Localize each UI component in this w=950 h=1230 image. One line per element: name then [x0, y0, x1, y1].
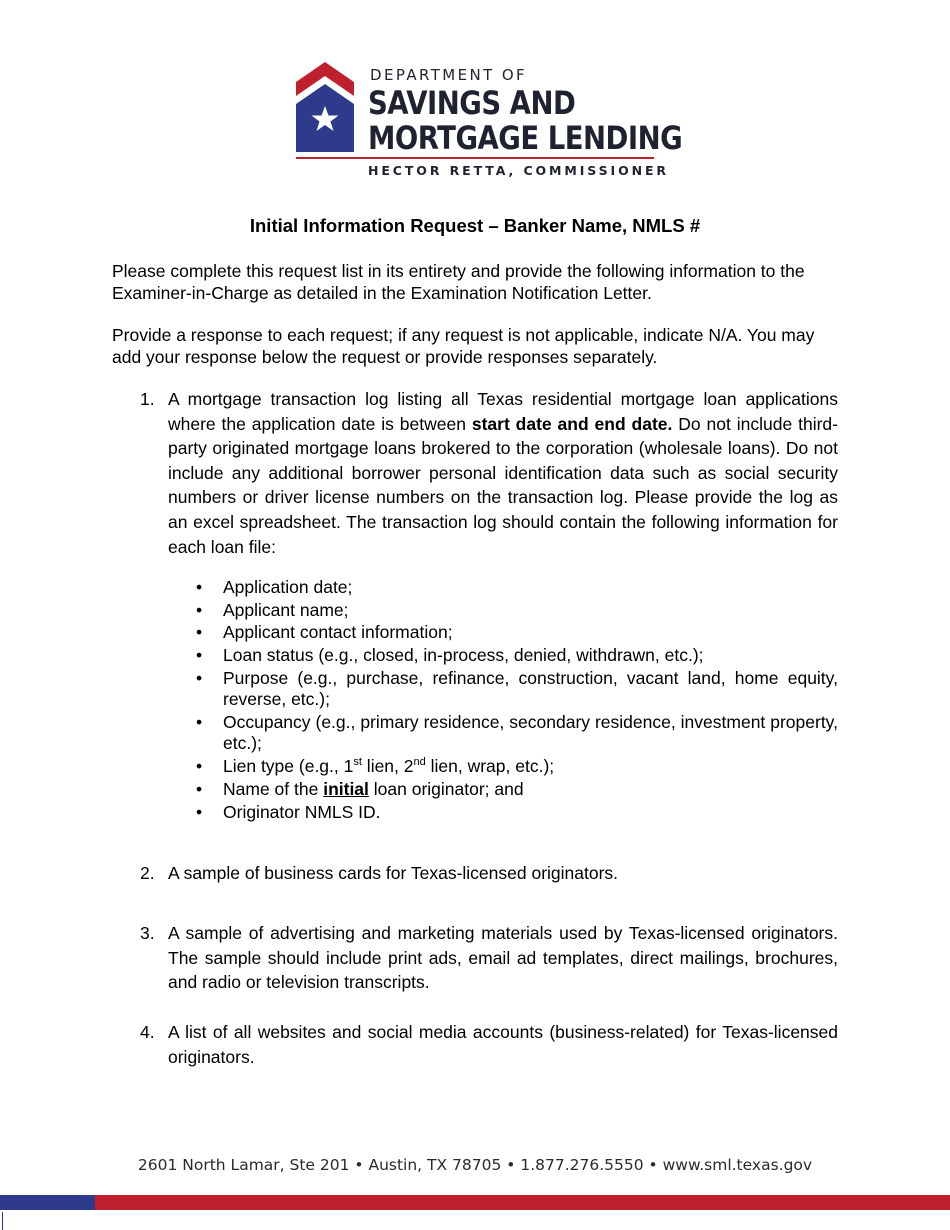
request-item-2: A sample of business cards for Texas-licensed originators.: [168, 863, 619, 883]
list-item: • Purpose (e.g., purchase, refinance, construction, vacant land, home equity, reverse, etc.);: [196, 667, 838, 710]
item-1-date-range: start date and end date.: [471, 413, 673, 434]
list-item: • Application date;: [196, 577, 353, 597]
list-item: • Lien type (e.g., 1st lien, 2nd lien, wrap, etc.);: [196, 756, 555, 777]
bullet-marker: •: [196, 667, 203, 688]
bullet-marker: •: [196, 778, 203, 799]
agency-logo: [296, 62, 683, 182]
request-item-3: A sample of advertising and marketing materials used by Texas-licensed originators. The sample should include print ads, email ad templates, direct mailings, brochures, and radio or television transcripts.: [168, 923, 838, 993]
list-item: • Originator NMLS ID.: [196, 801, 381, 822]
list-item: • Occupancy (e.g., primary residence, secondary residence, investment property, etc.);: [196, 711, 838, 754]
logo-mortgage-lending: MORTGAGE LENDING: [368, 119, 683, 157]
document-title: Initial Information Request – Banker Name, NMLS #: [249, 215, 701, 236]
bullet-marker: •: [196, 645, 203, 666]
list-item: • Applicant name;: [196, 599, 349, 620]
footer-bar-blue: [0, 1195, 95, 1210]
list-item: • Applicant contact information;: [196, 622, 453, 643]
footer-bar-red: [95, 1195, 950, 1210]
logo-commissioner: HECTOR RETTA, COMMISSIONER: [368, 163, 669, 178]
request-item-1: [168, 387, 838, 559]
house-star-icon: [296, 62, 358, 154]
bullet-marker: •: [196, 711, 203, 732]
bullet-marker: •: [196, 756, 203, 777]
item-1-text-a: A mortgage transaction log listing all Texas residential mortgage loan applications where the application date is between: [168, 389, 838, 434]
request-item-4: A list of all websites and social media accounts (business-related) for Texas-licensed originators.: [168, 1022, 838, 1067]
intro-paragraph-2: Provide a response to each request; if any request is not applicable, indicate N/A. You may add your response below the request or provide responses separately.: [112, 325, 815, 367]
item-number-2: 2.: [140, 863, 155, 883]
footer-address: 2601 North Lamar, Ste 201 • Austin, TX 78705 • 1.877.276.5550 • www.sml.texas.gov: [137, 1156, 813, 1174]
bullet-marker: •: [196, 577, 203, 597]
item-number-3: 3.: [140, 923, 155, 943]
logo-department-of: DEPARTMENT OF: [370, 66, 528, 84]
intro-paragraph-1: Please complete this request list in its entirety and provide the following information to the Examiner-in-Charge as detailed in the Examination Notification Letter.: [112, 261, 805, 303]
logo-divider: [296, 157, 654, 159]
transaction-log-fields-list: [196, 577, 838, 824]
list-item: • Name of the initial loan originator; and: [196, 778, 524, 799]
initial-emphasis: initial: [323, 778, 369, 799]
page-edge-mark: [2, 1212, 3, 1230]
bullet-marker: •: [196, 622, 203, 643]
logo-savings-and: SAVINGS AND: [368, 84, 576, 122]
bullet-marker: •: [196, 599, 203, 620]
list-item: • Loan status (e.g., closed, in-process, denied, withdrawn, etc.);: [196, 645, 704, 666]
item-number-1: 1.: [140, 389, 155, 409]
item-number-4: 4.: [140, 1022, 155, 1042]
item-1-text-b: Do not include third-party originated mortgage loans brokered to the corporation (wholesale loans). Do not include any additional borrower personal identification data such as social security numbers or driver license numbers on the transaction log. Please provide the log as an excel spreadsheet. The transaction log should contain the following information for each loan file:: [168, 413, 838, 557]
bullet-marker: •: [196, 801, 203, 822]
